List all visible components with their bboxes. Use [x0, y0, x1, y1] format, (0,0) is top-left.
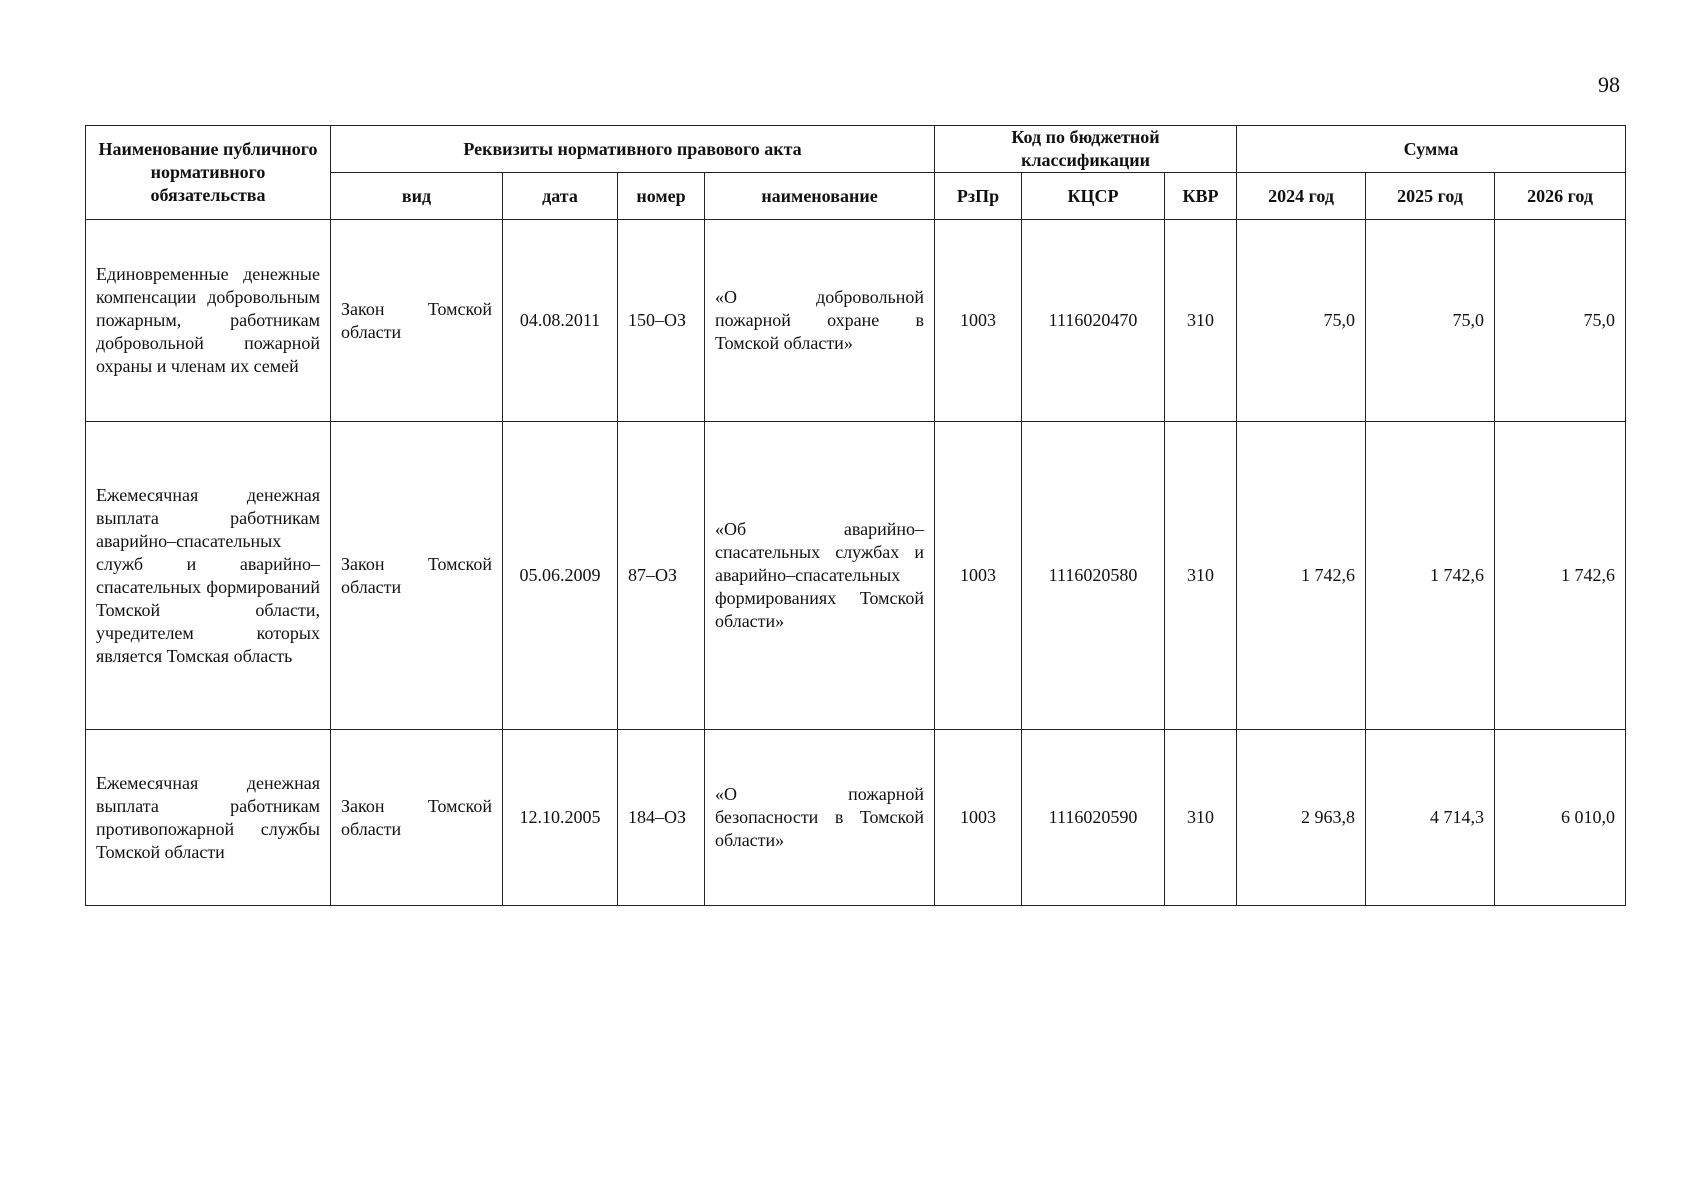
cell-kcsr: 1116020470 [1022, 220, 1165, 422]
header-budget-group: Код по бюджетной классификации [935, 126, 1237, 173]
cell-sum-2025: 4 714,3 [1366, 730, 1495, 906]
cell-sum-2024: 75,0 [1237, 220, 1366, 422]
cell-sum-2025: 75,0 [1366, 220, 1495, 422]
cell-kcsr: 1116020580 [1022, 422, 1165, 730]
cell-rzpr: 1003 [935, 730, 1022, 906]
cell-rzpr: 1003 [935, 220, 1022, 422]
cell-sum-2026: 6 010,0 [1495, 730, 1626, 906]
cell-date: 04.08.2011 [503, 220, 618, 422]
cell-kvr: 310 [1165, 730, 1237, 906]
cell-obligation: Единовременные денежные компенсации добровольным пожарным, работникам добровольной пожарной охраны и членам их семей [86, 220, 331, 422]
table-row [86, 220, 1626, 422]
cell-obligation: Ежемесячная денежная выплата работникам противопожарной службы Томской области [86, 730, 331, 906]
table-row [86, 422, 1626, 730]
header-date: дата [503, 173, 618, 220]
cell-date: 05.06.2009 [503, 422, 618, 730]
cell-sum-2026: 1 742,6 [1495, 422, 1626, 730]
header-kvr: КВР [1165, 173, 1237, 220]
cell-kvr: 310 [1165, 422, 1237, 730]
cell-kcsr: 1116020590 [1022, 730, 1165, 906]
cell-title: «Об аварийно–спасательных службах и аварийно–спасательных формированиях Томской области» [705, 422, 935, 730]
cell-kind: Закон Томской области [331, 730, 503, 906]
cell-kind: Закон Томской области [331, 220, 503, 422]
header-row-top [86, 126, 1626, 173]
cell-obligation: Ежемесячная денежная выплата работникам аварийно–спасательных служб и аварийно–спасательных формирований Томской области, учредителем которых является Томская область [86, 422, 331, 730]
cell-number: 87–ОЗ [618, 422, 705, 730]
header-rzpr: РзПр [935, 173, 1022, 220]
cell-title: «О пожарной безопасности в Томской области» [705, 730, 935, 906]
obligations-table [85, 125, 1626, 906]
header-number: номер [618, 173, 705, 220]
cell-kvr: 310 [1165, 220, 1237, 422]
cell-rzpr: 1003 [935, 422, 1022, 730]
header-year-2026: 2026 год [1495, 173, 1626, 220]
header-year-2024: 2024 год [1237, 173, 1366, 220]
cell-title: «О добровольной пожарной охране в Томской области» [705, 220, 935, 422]
cell-sum-2024: 2 963,8 [1237, 730, 1366, 906]
cell-number: 184–ОЗ [618, 730, 705, 906]
header-act-group: Реквизиты нормативного правового акта [331, 126, 935, 173]
cell-sum-2025: 1 742,6 [1366, 422, 1495, 730]
page-number: 98 [1598, 72, 1620, 97]
cell-kind: Закон Томской области [331, 422, 503, 730]
header-year-2025: 2025 год [1366, 173, 1495, 220]
cell-date: 12.10.2005 [503, 730, 618, 906]
cell-number: 150–ОЗ [618, 220, 705, 422]
header-title: наименование [705, 173, 935, 220]
table-row [86, 730, 1626, 906]
cell-sum-2026: 75,0 [1495, 220, 1626, 422]
header-obligation: Наименование публичного нормативного обязательства [86, 126, 331, 220]
header-kind: вид [331, 173, 503, 220]
header-kcsr: КЦСР [1022, 173, 1165, 220]
header-sum-group: Сумма [1237, 126, 1626, 173]
cell-sum-2024: 1 742,6 [1237, 422, 1366, 730]
